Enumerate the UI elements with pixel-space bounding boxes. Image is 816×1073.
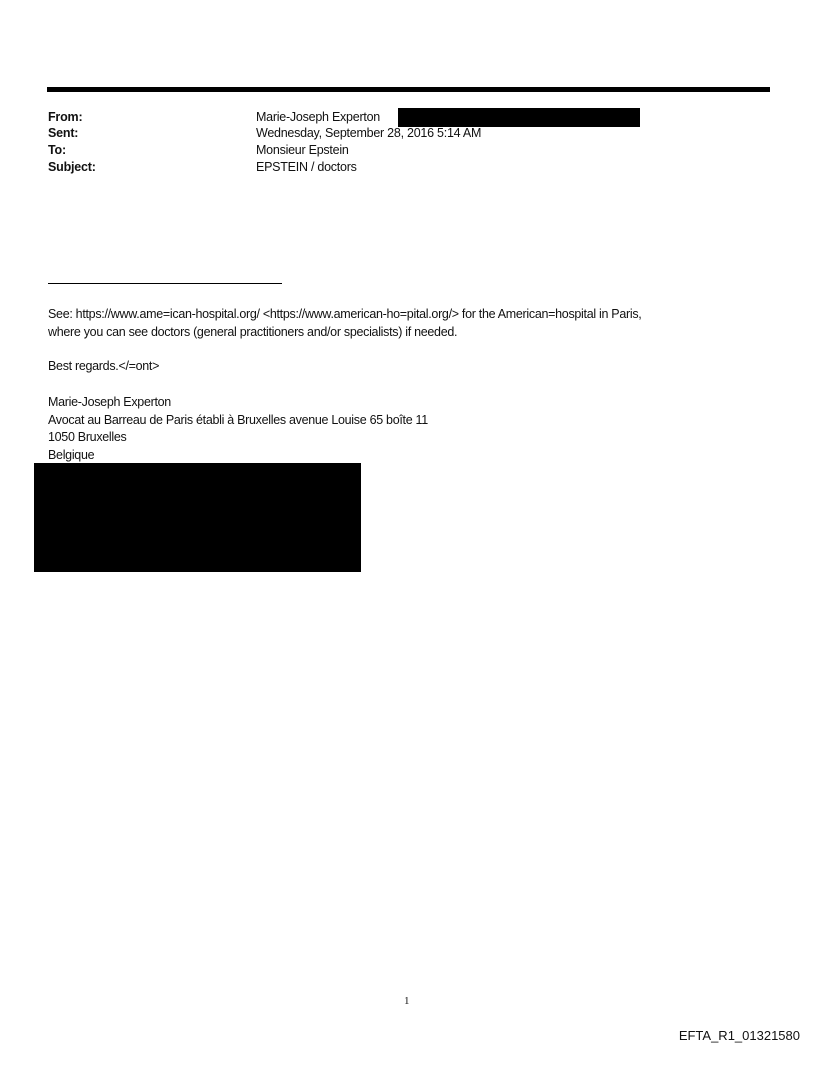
sent-value: Wednesday, September 28, 2016 5:14 AM bbox=[256, 126, 482, 140]
signature-line: Avocat au Barreau de Paris établi à Bruxelles avenue Louise 65 boîte 11 bbox=[48, 413, 428, 427]
separator-line bbox=[48, 283, 282, 284]
closing: Best regards.</=ont> bbox=[48, 359, 160, 373]
redaction-box bbox=[398, 108, 640, 127]
document-id: EFTA_R1_01321580 bbox=[678, 1028, 800, 1043]
body-line: See: https://www.ame=ican-hospital.org/ <https://www.american-ho=pital.org/> for the American=hospital in Paris, bbox=[48, 307, 642, 321]
body-line: where you can see doctors (general practitioners and/or specialists) if needed. bbox=[48, 325, 458, 339]
signature-line: 1050 Bruxelles bbox=[48, 430, 127, 444]
to-label: To: bbox=[48, 143, 66, 157]
page-number: 1 bbox=[404, 995, 410, 1007]
subject-label: Subject: bbox=[48, 160, 96, 174]
header-rule bbox=[47, 87, 770, 92]
to-value: Monsieur Epstein bbox=[256, 143, 349, 157]
from-label: From: bbox=[48, 110, 83, 124]
signature-line: Belgique bbox=[48, 448, 95, 462]
sent-label: Sent: bbox=[48, 126, 79, 140]
redaction-box bbox=[34, 463, 361, 572]
from-value: Marie-Joseph Experton bbox=[256, 110, 380, 124]
subject-value: EPSTEIN / doctors bbox=[256, 160, 357, 174]
signature-name: Marie-Joseph Experton bbox=[48, 395, 171, 409]
